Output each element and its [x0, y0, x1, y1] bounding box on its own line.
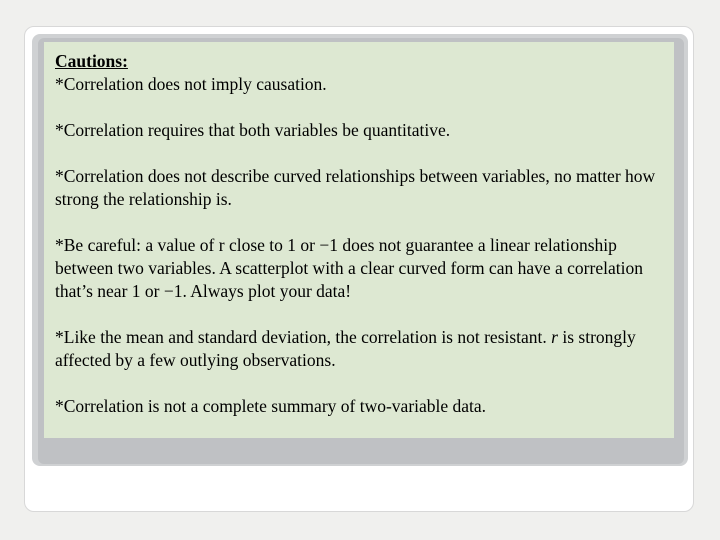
- caution-not-complete-summary: *Correlation is not a complete summary of two-variable data.: [55, 396, 487, 416]
- caution-curved-relationships: *Correlation does not describe curved relationships between variables, no matter how strong the relationship is.: [55, 166, 656, 209]
- cautions-text-box: [44, 42, 674, 438]
- caution-be-careful: *Be careful: a value of r close to 1 or −1 does not guarantee a linear relationship between two variables. A scatterplot with a clear curved form can have a correlation that’s near 1 or −1. Always plot your data!: [55, 235, 643, 301]
- caution-not-resistant-part1: *Like the mean and standard deviation, the correlation is not resistant.: [55, 327, 552, 347]
- caution-not-resistant-part2: is strongly affected by a few outlying observations.: [55, 327, 636, 370]
- caution-quantitative: *Correlation requires that both variables be quantitative.: [55, 120, 451, 140]
- caution-not-resistant: [55, 326, 664, 372]
- variable-r: r: [551, 327, 558, 347]
- cautions-heading: Cautions:: [55, 51, 128, 71]
- caution-causation: *Correlation does not imply causation.: [55, 74, 327, 94]
